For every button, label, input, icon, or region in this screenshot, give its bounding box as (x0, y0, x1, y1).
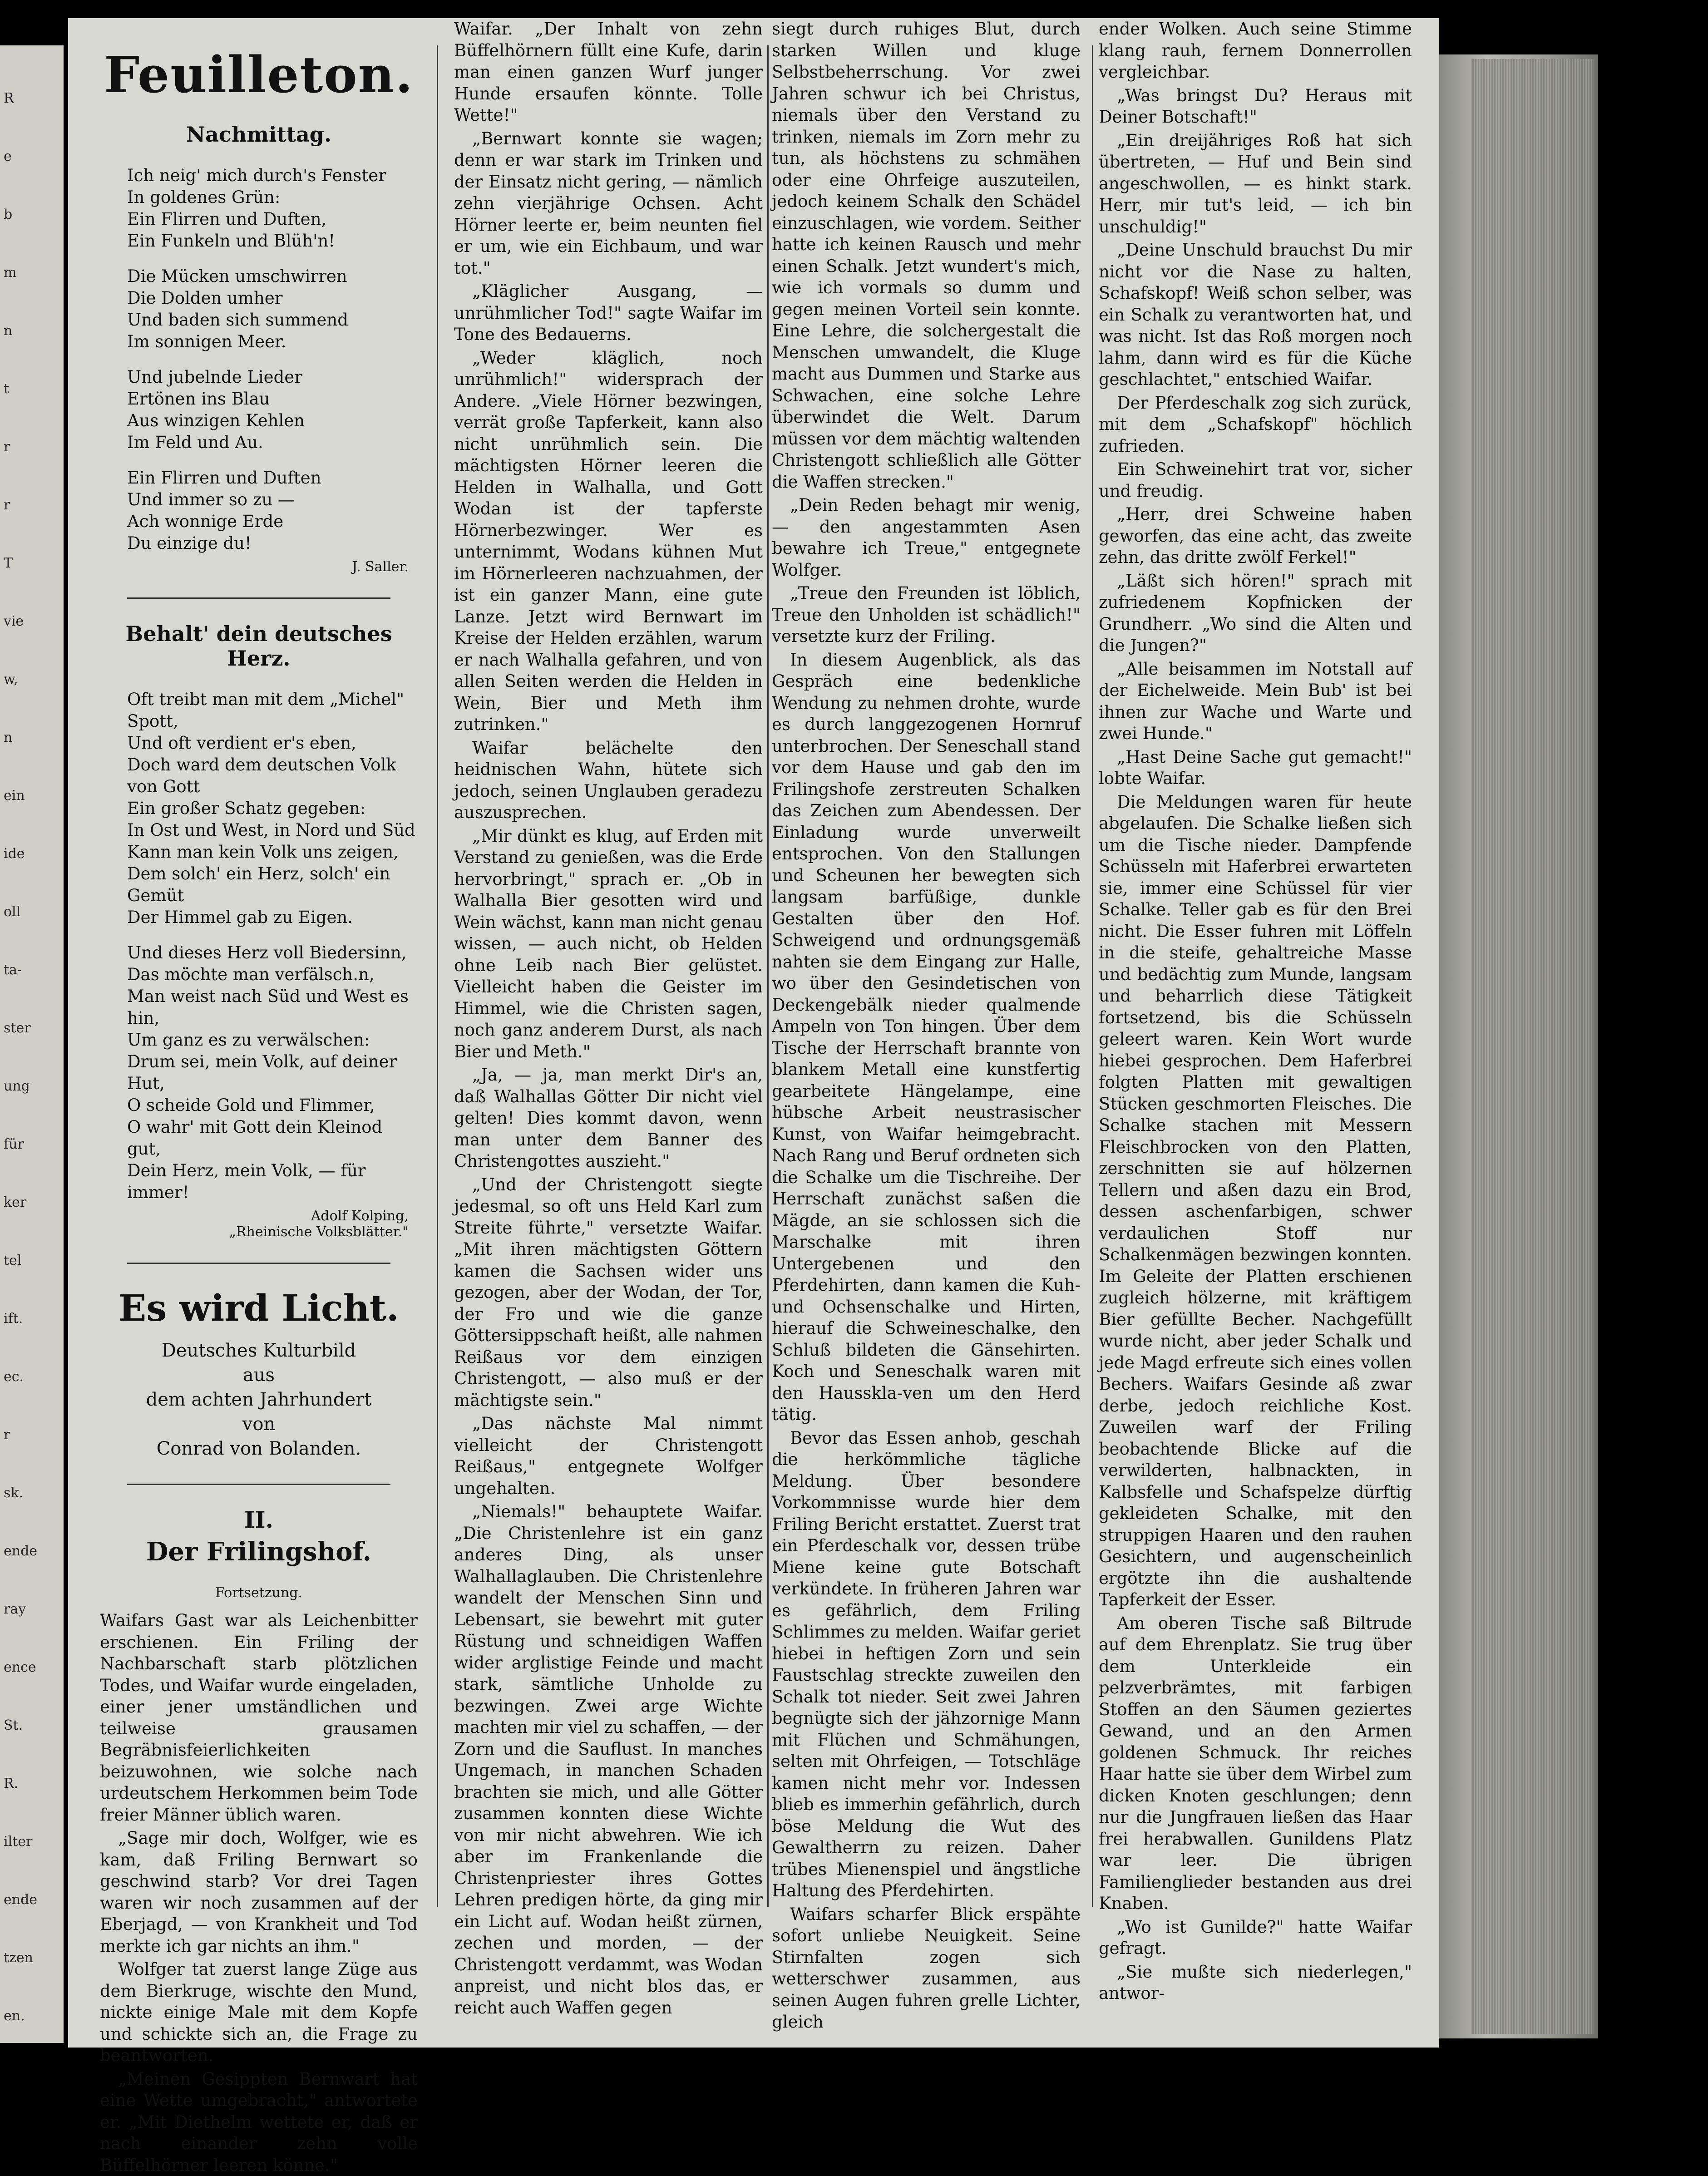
paragraph: „Wo ist Gunilde?" hatte Waifar gefragt. (1099, 1916, 1412, 1959)
paragraph: „Niemals!" behauptete Waifar. „Die Christenlehre ist ein ganz anderes Ding, als unser Walhallaglauben. Die Christenlehre wandelt der Menschen Sinn und Lebensart, sie bewehrt mit guter Rüstung und schneidigen Waffen wider arglistige Feinde und macht stark, sämtliche Unholde zu bezwingen. Zwei arge Wichte machten mir viel zu schaffen, — der Zorn und die Sauflust. In manches Ungemach, in manchen Schaden brachten sie mich, und alle Götter zusammen konnten diese Wichte von mir nicht abwehren. Wie ich aber im Frankenlande die Christenpriester ihres Gottes Lehren predigen hörte, da ging mir ein Licht auf. Wodan heißt zürnen, zechen und morden, — der Christengott verdammt, was Wodan anpreist, und nicht blos das, er reicht auch Waffen gegen (454, 1501, 763, 2018)
paragraph: Waifar. „Der Inhalt von zehn Büffelhörnern füllt eine Kufe, darin man einen ganzen Wurf junger Hunde ersaufen könnte. Tolle Wette!" (454, 18, 763, 126)
poem-line: O wahr' mit Gott dein Kleinod gut, (127, 1116, 418, 1160)
paragraph: „Herr, drei Schweine haben geworfen, das eine acht, das zweite zehn, das dritte zwölf Ferkel!" (1099, 503, 1412, 568)
column-2 (454, 18, 763, 1925)
poem-line: Dem solch' ein Herz, solch' ein Gemüt (127, 863, 418, 907)
poem-line: Ertönen ins Blau (127, 388, 418, 410)
paragraph: „Kläglicher Ausgang, — unrühmlicher Tod!" sagte Waifar im Tone des Bedauerns. (454, 281, 763, 345)
paragraph: „Meinen Gesippten Bernwart hat eine Wette umgebracht," antwortete er. „Mit Diethelm wettete er, daß er nach einander zehn volle Büffelhörner leeren könne." (100, 2068, 418, 2176)
paragraph: „Sie mußte sich niederlegen," antwor- (1099, 1961, 1412, 2004)
paragraph: „Deine Unschuld brauchst Du mir nicht vor die Nase zu halten, Schafskopf! Weiß schon selber, was ein Schalk zu verantworten hat, und was nicht. Ist das Roß morgen noch lahm, dann wird es für die Küche geschlachtet," entschied Waifar. (1099, 239, 1412, 390)
margin-fragment: ift. (4, 1311, 23, 1327)
paragraph: „Was bringst Du? Heraus mit Deiner Botschaft!" (1099, 85, 1412, 128)
story-subtitle (100, 1338, 418, 1461)
chapter-number: II. (100, 1508, 418, 1532)
margin-fragment: R (4, 91, 14, 106)
margin-fragment: ec. (4, 1369, 24, 1385)
margin-fragment: n (4, 323, 12, 339)
column-rule (1092, 45, 1093, 1907)
poem-line: Der Himmel gab zu Eigen. (127, 907, 418, 928)
margin-fragment: r (4, 498, 10, 513)
poem-line: Drum sei, mein Volk, auf deiner Hut, (127, 1051, 418, 1095)
poem-line: Ein Flirren und Duften (127, 467, 418, 489)
paragraph: „Mir dünkt es klug, auf Erden mit Verstand zu genießen, was die Erde hervorbringt," sprach er. „Ob in Walhalla Bier gesotten wird und Wein wächst, kann man nicht genau wissen, — auch nicht, ob Helden ohne Leib nach Bier gelüstet. Vielleicht haben die Geister im Himmel, wie die Christen sagen, noch ganz anderem Durst, als nach Bier und Meth." (454, 825, 763, 1063)
poem-line: Aus winzigen Kehlen (127, 410, 418, 432)
poem-line: Ich neig' mich durch's Fenster (127, 165, 418, 187)
subtitle-line: aus (100, 1363, 418, 1387)
paragraph: In diesem Augenblick, als das Gespräch eine bedenkliche Wendung zu nehmen drohte, wurde es durch langgezogenen Hornruf unterbrochen. Der Seneschall stand vor dem Hause und gab den im Frilingshofe zerstreuten Schalken das Zeichen zum Abendessen. Der Einladung wurde unverweilt entsprochen. Von den Stallungen und Scheunen her bewegten sich langsam barfüßige, dunkle Gestalten über den Hof. Schweigend und ordnungsgemäß nahten sie dem Eingang zur Halle, wo über den Gesindetischen von Deckengebälk nieder qualmende Ampeln von Ton hingen. Über dem Tische der Herrschaft brannte von blankem Metall eine kunstfertig gearbeitete Hängelampe, eine hübsche Arbeit neustrasischer Kunst, von Waifar heimgebracht. Nach Rang und Beruf ordneten sich die Schalke um die Tischreihe. Der Herrschaft zunächst saßen die Mägde, an sie schlossen sich die Marschalke mit ihren Untergebenen und den Pferdehirten, dann kamen die Kuh- und Ochsenschalke und Hirten, hierauf die Schweineschalke, den Schluß bildeten die Gänsehirten. Koch und Seneschalk waren mit den Hausskla-ven um den Herd tätig. (772, 649, 1081, 1426)
poem-line: Man weist nach Süd und West es hin, (127, 986, 418, 1029)
margin-fragment: en. (4, 2008, 25, 2024)
margin-fragment: ein (4, 788, 25, 804)
margin-fragment: ilter (4, 1834, 32, 1850)
poem1-title: Nachmittag. (100, 122, 418, 147)
margin-fragment: w, (4, 672, 18, 687)
margin-fragment: ence (4, 1660, 36, 1675)
poem-line: Ein Funkeln und Blüh'n! (127, 230, 418, 252)
poem1 (100, 165, 418, 554)
paragraph: Bevor das Essen anhob, geschah die herkömmliche tägliche Meldung. Über besondere Vorkommnisse wurde hier dem Friling Bericht erstattet. Zuerst trat ein Pferdeschalk vor, dessen trübe Miene keine gute Botschaft verkündete. In früheren Jahren war es gefährlich, dem Friling Schlimmes zu melden. Waifar geriet hiebei in heftigen Zorn und sein Faustschlag streckte zuweilen den Schalk tot nieder. Seit zwei Jahren begnügte sich der jähzornige Mann mit Flüchen und Schmähungen, selten mit Ohrfeigen, — Totschläge kamen nicht mehr vor. Indessen blieb es immerhin gefährlich, durch böse Meldung die Wut des Gewaltherrn zu reizen. Daher trübes Mienenspiel und ängstliche Haltung des Pferdehirten. (772, 1427, 1081, 1902)
poem-line: Oft treibt man mit dem „Michel" Spott, (127, 689, 418, 732)
stanza-gap (127, 353, 418, 366)
subtitle-line: von (100, 1412, 418, 1436)
paragraph: „Ein dreijähriges Roß hat sich übertreten, — Huf und Bein sind angeschwollen, — es hinkt stark. Herr, mir tut's leid, — ich bin unschuldig!" (1099, 130, 1412, 238)
poem-line: Die Mücken umschwirren (127, 266, 418, 287)
subtitle-line: Deutsches Kulturbild (100, 1338, 418, 1363)
stanza-gap (127, 928, 418, 942)
margin-fragment: sk. (4, 1485, 23, 1501)
poem-line: Ein Flirren und Duften, (127, 208, 418, 230)
margin-fragment: für (4, 1137, 24, 1152)
poem-line: Doch ward dem deutschen Volk von Gott (127, 754, 418, 798)
divider (127, 597, 390, 599)
paragraph: „Hast Deine Sache gut gemacht!" lobte Waifar. (1099, 746, 1412, 789)
column-1 (100, 18, 418, 1925)
margin-fragment: ray (4, 1602, 26, 1617)
poem-line: Und baden sich summend (127, 309, 418, 331)
paragraph: „Dein Reden behagt mir wenig, — den angestammten Asen bewahre ich Treue," entgegnete Wolfger. (772, 494, 1081, 581)
newspaper-page (68, 18, 1439, 2048)
margin-fragment: t (4, 381, 9, 397)
poem-line: Die Dolden umher (127, 287, 418, 309)
margin-fragment: tzen (4, 1950, 33, 1966)
poem-line: Kann man kein Volk uns zeigen, (127, 841, 418, 863)
margin-fragment: n (4, 730, 12, 745)
margin-fragment: b (4, 207, 12, 222)
margin-fragment: ker (4, 1195, 26, 1210)
poem-line: Und jubelnde Lieder (127, 366, 418, 388)
poem-line: Und dieses Herz voll Biedersinn, (127, 942, 418, 964)
paragraph: ender Wolken. Auch seine Stimme klang rauh, fernem Donnerrollen vergleichbar. (1099, 18, 1412, 83)
previous-page-margin (0, 45, 64, 2043)
margin-fragment: ide (4, 846, 25, 862)
poem-line: Und immer so zu — (127, 489, 418, 511)
margin-fragment: ende (4, 1892, 37, 1908)
poem-line: Ein großer Schatz gegeben: (127, 798, 418, 819)
margin-fragment: oll (4, 904, 20, 920)
poem-line: In Ost und West, in Nord und Süd (127, 819, 418, 841)
paragraph: „Sage mir doch, Wolfger, wie es kam, daß Friling Bernwart so geschwind starb? Vor drei Tagen waren wir noch zusammen auf der Eberjagd, — von Krankheit und Tod merkte ich gar nichts an ihm." (100, 1827, 418, 1957)
poem-line: Ach wonnige Erde (127, 511, 418, 533)
subtitle-line: dem achten Jahrhundert (100, 1387, 418, 1412)
paragraph: Wolfger tat zuerst lange Züge aus dem Bierkruge, wischte den Mund, nickte einige Male mit dem Kopfe und schickte sich an, die Frage zu beantworten. (100, 1959, 418, 2067)
column-3 (772, 18, 1081, 1925)
poem-line: Du einzige du! (127, 533, 418, 554)
margin-fragment: ta- (4, 962, 22, 978)
paragraph: Am oberen Tische saß Biltrude auf dem Ehrenplatz. Sie trug über dem Unterkleide ein pelzverbrämtes, mit farbigen Stoffen an den Säumen geziertes Gewand, und an den Armen goldenen Schmuck. Ihr reiches Haar hatte sie über dem Wirbel zum dicken Knoten geschlungen; denn nur die Jungfrauen ließen das Haar frei herabwallen. Gunildens Platz war leer. Die übrigen Familienglieder bestanden aus drei Knaben. (1099, 1613, 1412, 1914)
poem2-title: Behalt' dein deutsches Herz. (100, 622, 418, 671)
margin-fragment: ster (4, 1021, 31, 1036)
poem-line: In goldenes Grün: (127, 187, 418, 208)
poem-line: Im sonnigen Meer. (127, 331, 418, 353)
chapter-title: Der Frilingshof. (100, 1537, 418, 1567)
margin-fragment: T (4, 556, 13, 571)
column-4 (1099, 18, 1412, 1925)
paragraph: Ein Schweinehirt trat vor, sicher und freudig. (1099, 459, 1412, 502)
continuation-note: Fortsetzung. (100, 1585, 418, 1601)
subtitle-line: Conrad von Bolanden. (100, 1436, 418, 1461)
feuilleton-title: Feuilleton. (100, 45, 418, 104)
paragraph: Waifars scharfer Blick erspähte sofort unliebe Neuigkeit. Seine Stirnfalten zogen sich wetterschwer zusammen, aus seinen Augen fuhren grelle Lichter, gleich (772, 1904, 1081, 2033)
paragraph: „Alle beisammen im Notstall auf der Eichelweide. Mein Bub' ist bei ihnen zur Wache und Warte und zwei Hunde." (1099, 658, 1412, 745)
paragraph: „Treue den Freunden ist löblich, Treue den Unholden ist schädlich!" versetzte kurz der Friling. (772, 582, 1081, 647)
paragraph: „Das nächste Mal nimmt vielleicht der Christengott Reißaus," entgegnete Wolfger ungehalten. (454, 1413, 763, 1499)
paragraph: „Ja, — ja, man merkt Dir's an, daß Walhallas Götter Dir nicht viel gelten! Dies kommt davon, wenn man unter dem Banner des Christengottes auszieht." (454, 1064, 763, 1172)
poem-line: Um ganz es zu verwälschen: (127, 1029, 418, 1051)
column-1-text (100, 1610, 418, 2176)
margin-fragment: R. (4, 1776, 18, 1791)
paragraph: „Und der Christengott siegte jedesmal, so oft uns Held Karl zum Streite führte," versetzte Waifar. „Mit ihren mächtigsten Göttern kamen die Sachsen wider uns gezogen, aber der Wodan, der Tor, der Fro und wie die ganze Göttersippschaft heißt, alle nahmen Reißaus vor dem einzigen Christengott, — also muß er der mächtigste sein." (454, 1174, 763, 1411)
paragraph: siegt durch ruhiges Blut, durch starken Willen und kluge Selbstbeherrschung. Vor zwei Jahren schwur ich bei Christus, niemals über den Verstand zu trinken, niemals im Zorn mehr zu tun, als höchstens zu schmähen oder eine Ohrfeige auszuteilen, jedoch keinem Schalk den Schädel einzuschlagen, wie vordem. Seither hatte ich keinen Rausch und mehr einen Schalk. Jetzt wundert's mich, wie ich vormals so dumm und gegen meinen Vorteil sein konnte. Eine Lehre, die solchergestalt die Menschen umwandelt, die Kluge macht aus Dummen und Starke aus Schwachen, eine solche Lehre überwindet die Welt. Darum müssen vor dem mächtig waltenden Christengott schließlich alle Götter die Waffen strecken." (772, 18, 1081, 493)
margin-fragment: St. (4, 1718, 23, 1733)
margin-fragment: tel (4, 1253, 21, 1268)
paragraph: Waifar belächelte den heidnischen Wahn, hütete sich jedoch, seinen Unglauben geradezu auszusprechen. (454, 737, 763, 824)
paragraph: Die Meldungen waren für heute abgelaufen. Die Schalke ließen sich um die Tische nieder. Dampfende Schüsseln mit Haferbrei erwarteten sie, immer eine Schüssel für vier Schalke. Teller gab es für den Brei nicht. Die Esser fuhren mit Löffeln in die steife, gehaltreiche Masse und bedächtig zum Munde, langsam und beharrlich diese Tätigkeit fortsetzend, bis die Schüsseln geleert waren. Kein Wort wurde hiebei gesprochen. Dem Haferbrei folgten Platten mit gewaltigen Stücken geschmorten Fleisches. Die Schalke stachen mit Messern Fleischbrocken von den Platten, zerschnitten sie auf hölzernen Tellern und aßen dazu ein Brod, dessen aschenfarbigen, schwer verdaulichen Stoff nur Schalkenmägen bezwingen konnten. Im Geleite der Platten erschienen zugleich hölzerne, mit kräftigem Bier gefüllte Becher. Nachgefüllt wurde nicht, aber jeder Schalk und jede Magd erfreute sich eines vollen Bechers. Waifars Gesinde aß zwar derbe, jedoch reichliche Kost. Zuweilen warf der Friling beobachtende Blicke auf die verwilderten, halbnackten, in Kalbsfelle und Schafspelze dürftig gekleideten Schalke, mit den struppigen Haaren und den rauhen Gesichtern, und augenscheinlich ergötzte ihn die aushaltende Tapferkeit der Esser. (1099, 791, 1412, 1611)
poem-line: Und oft verdient er's eben, (127, 732, 418, 754)
margin-fragment: ende (4, 1544, 37, 1559)
margin-fragment: r (4, 439, 10, 455)
poem-line: Im Feld und Au. (127, 432, 418, 454)
divider (127, 1484, 390, 1485)
paragraph: „Weder kläglich, noch unrühmlich!" widersprach der Andere. „Viele Hörner bezwingen, verrät große Tapferkeit, kann also nicht unrühmlich sein. Die mächtigsten Hörner leeren die Helden in Walhalla, und Gott Wodan ist der tapferste Hörnerbezwinger. Wer es unternimmt, Wodans kühnen Mut im Hörnerleeren nachzuahmen, der ist ein ganzer Mann, eine gute Lanze. Jetzt wird Bernwart im Kreise der Helden erzählen, warum er nach Walhalla gefahren, und von allen Seiten werden die Helden in Wein, Bier und Meth ihm zutrinken." (454, 347, 763, 735)
column-rule (767, 45, 769, 1907)
divider (127, 1263, 390, 1264)
margin-fragment: ung (4, 1079, 30, 1094)
paragraph: „Läßt sich hören!" sprach mit zufriedenem Kopfnicken der Grundherr. „Wo sind die Alten und die Jungen?" (1099, 570, 1412, 656)
column-rule (437, 45, 438, 1907)
poem2-author (100, 1208, 409, 1240)
margin-fragment: m (4, 265, 16, 281)
margin-fragment: vie (4, 614, 24, 629)
margin-fragment: e (4, 149, 12, 164)
poem2-author-source: „Rheinische Volksblätter." (100, 1224, 409, 1240)
story-title: Es wird Licht. (100, 1287, 418, 1329)
paragraph: Der Pferdeschalk zog sich zurück, mit dem „Schafskopf" höchlich zufrieden. (1099, 392, 1412, 457)
page-stack (1471, 59, 1594, 2034)
margin-fragment: r (4, 1427, 10, 1443)
poem-line: O scheide Gold und Flimmer, (127, 1095, 418, 1116)
paragraph: „Bernwart konnte sie wagen; denn er war stark im Trinken und der Einsatz nicht gering, — nämlich zehn vierjährige Ochsen. Acht Hörner leerte er, beim neunten fiel er um, wie ein Eichbaum, und war tot." (454, 128, 763, 279)
poem2-author-name: Adolf Kolping, (100, 1208, 409, 1224)
stanza-gap (127, 454, 418, 467)
poem-line: Dein Herz, mein Volk, — für immer! (127, 1160, 418, 1204)
paragraph: Waifars Gast war als Leichenbitter erschienen. Ein Friling der Nachbarschaft starb plötzlichen Todes, und Waifar wurde eingeladen, einer jener umständlichen und teilweise grausamen Begräbnisfeierlichkeiten beizuwohnen, wie solche nach urdeutschem Herkommen beim Tode freier Männer üblich waren. (100, 1610, 418, 1826)
poem2 (100, 689, 418, 1204)
poem1-author: J. Saller. (100, 559, 409, 575)
stanza-gap (127, 252, 418, 266)
poem-line: Das möchte man verfälsch.n, (127, 964, 418, 986)
